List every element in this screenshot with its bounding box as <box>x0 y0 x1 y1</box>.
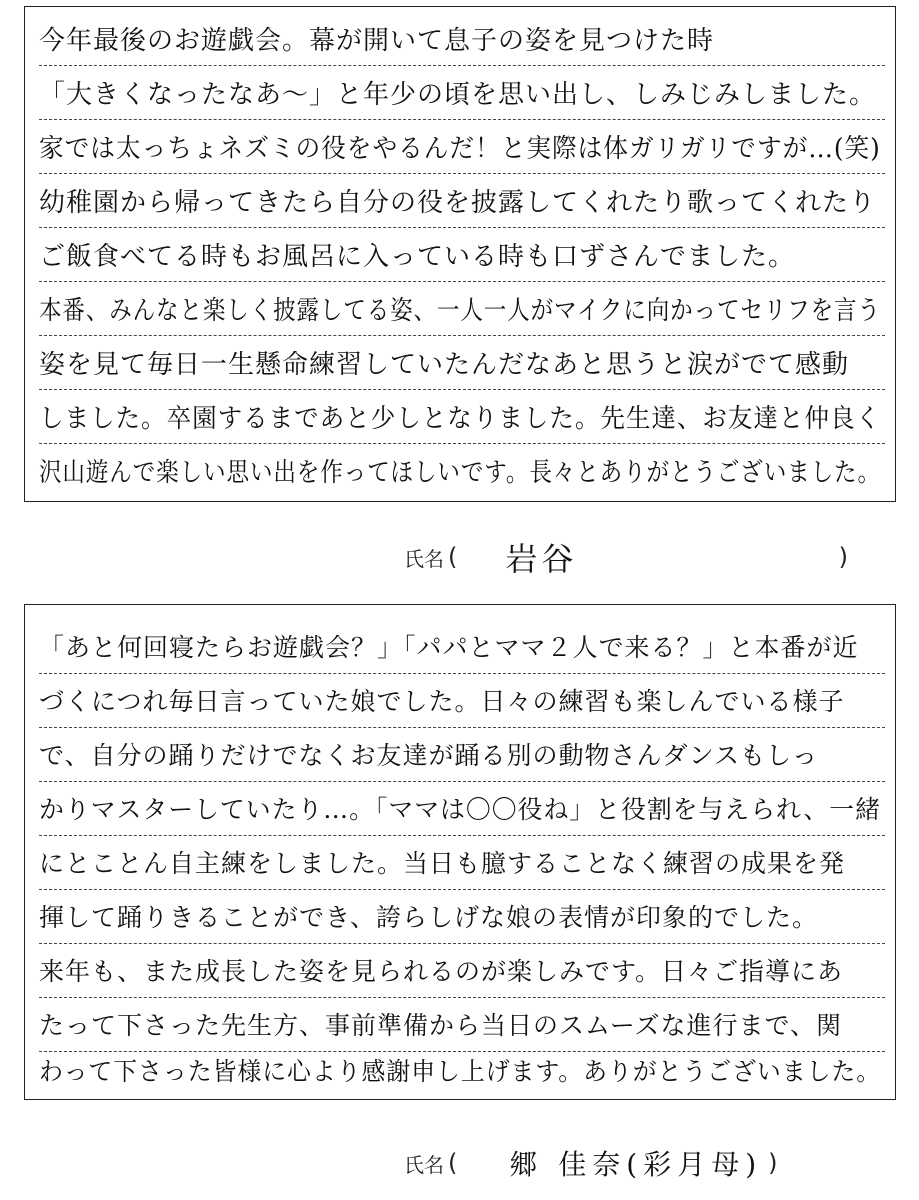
name-label: 氏名 <box>404 546 444 571</box>
open-paren: ( <box>448 1149 458 1177</box>
line-text: 来年も、また成長した姿を見られるのが楽しみです。日々ご指導にあ <box>39 957 844 986</box>
close-paren: ) <box>838 543 848 571</box>
signature-2 <box>404 1138 854 1188</box>
line-text: わって下さった皆様に心より感謝申し上げます。ありがとうございました。 <box>39 1057 882 1086</box>
letter-line <box>39 281 885 336</box>
letter-line <box>39 889 885 944</box>
name-label: 氏名 <box>404 1152 444 1177</box>
line-text: 「あと何回寝たらお遊戯会？」「パパとママ２人で来る？」と本番が近 <box>39 633 859 662</box>
signer-name: 岩谷 <box>505 540 578 578</box>
line-text: で、自分の踊りだけでなくお友達が踊る別の動物さんダンスもしっ <box>39 741 819 770</box>
line-text: ご飯食べてる時もお風呂に入っている時も口ずさんでました。 <box>39 241 796 272</box>
line-text: にとことん自主練をしました。当日も臆することなく練習の成果を発 <box>39 849 846 878</box>
letter-line <box>39 173 885 228</box>
letter-line <box>39 443 885 497</box>
line-text: たって下さった先生方、事前準備から当日のスムーズな進行まで、関 <box>39 1011 843 1040</box>
close-paren: ) <box>768 1149 778 1177</box>
letter-line <box>39 65 885 120</box>
signer-name: 郷 佳奈(彩月母) <box>509 1148 763 1181</box>
line-text: 今年最後のお遊戯会。幕が開いて息子の姿を見つけた時 <box>39 25 715 56</box>
line-text: 姿を見て毎日一生懸命練習していたんだなあと思うと涙がでて感動 <box>39 349 850 380</box>
line-text: 本番、みんなと楽しく披露してる姿、一人一人がマイクに向かってセリフを言う <box>39 295 881 326</box>
line-text: づくにつれ毎日言っていた娘でした。日々の練習も楽しんでいる様子 <box>39 687 845 716</box>
letter-line <box>39 835 885 890</box>
letter-card-1 <box>24 6 896 502</box>
signature-1 <box>404 532 854 582</box>
letter-line <box>39 727 885 782</box>
line-text: 家では太っちょネズミの役をやるんだ！と実際は体ガリガリですが…(笑) <box>39 133 881 164</box>
letter-line <box>39 1043 885 1097</box>
line-text: 幼稚園から帰ってきたら自分の役を披露してくれたり歌ってくれたり <box>39 187 877 218</box>
letter-card-2 <box>24 604 896 1100</box>
letter-line <box>39 943 885 998</box>
letter-line <box>39 781 885 836</box>
letter-line <box>39 335 885 390</box>
line-text: 揮して踊りきることができ、誇らしげな娘の表情が印象的でした。 <box>39 903 819 932</box>
letter-line <box>39 11 885 66</box>
letter-line <box>39 389 885 444</box>
line-text: しました。卒園するまであと少しとなりました。先生達、お友達と仲良く <box>39 403 882 434</box>
line-text: かりマスターしていたり…。「ママは〇〇役ね」と役割を与えられ、一緒 <box>39 795 881 824</box>
letter-line <box>39 227 885 282</box>
letter-line <box>39 673 885 728</box>
letter-line <box>39 619 885 674</box>
line-text: 沢山遊んで楽しい思い出を作ってほしいです。長々とありがとうございました。 <box>39 457 881 488</box>
open-paren: ( <box>448 543 458 571</box>
letter-line <box>39 119 885 174</box>
line-text: 「大きくなったなあ〜」と年少の頃を思い出し、しみじみしました。 <box>39 79 877 110</box>
